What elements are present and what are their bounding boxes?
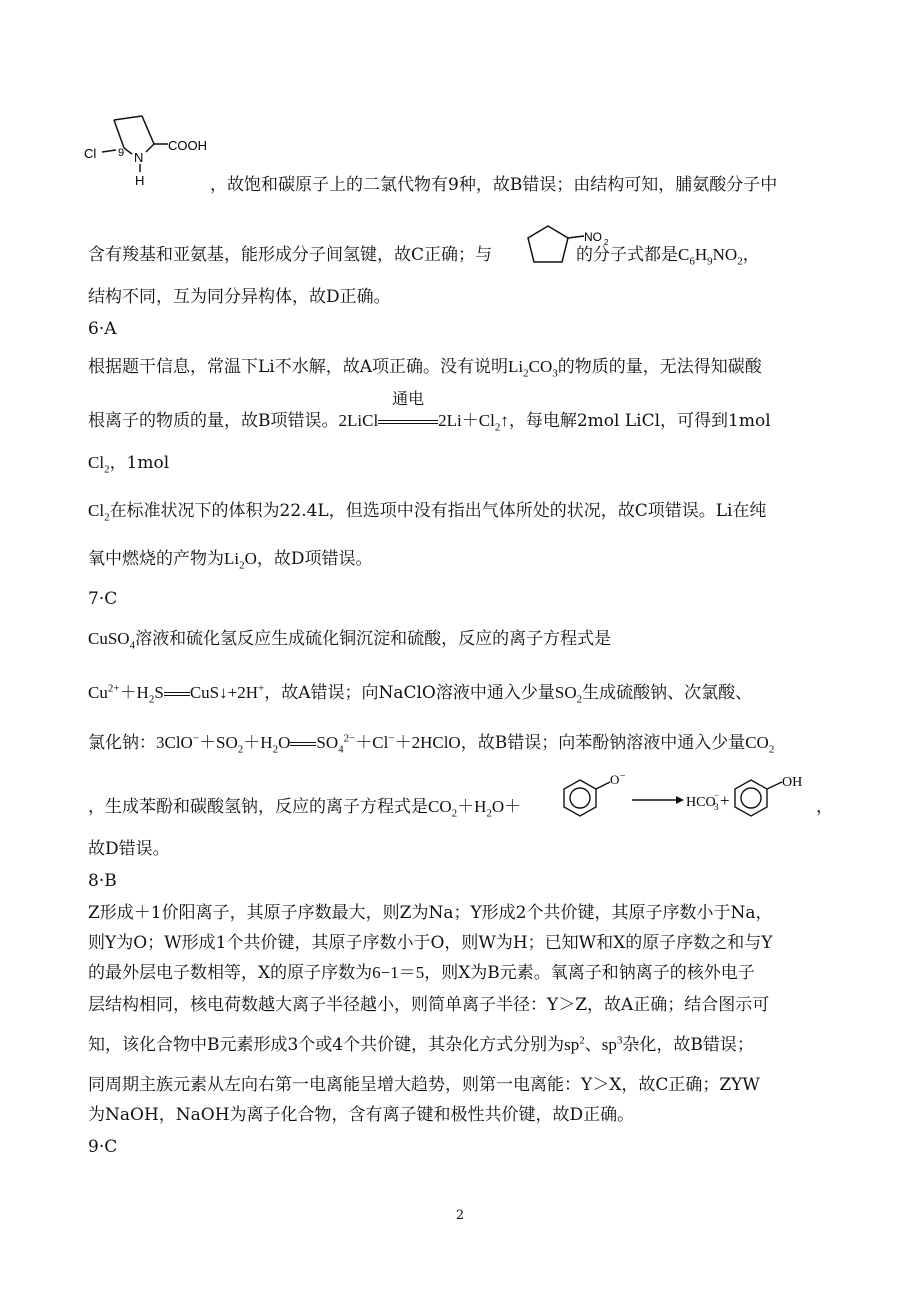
svg-text:COOH: COOH bbox=[168, 138, 207, 153]
formula: CuSO$_4$ bbox=[88, 629, 136, 652]
svg-text:OH: OH bbox=[782, 775, 803, 790]
svg-text:Cl: Cl bbox=[84, 146, 97, 161]
text-segment: 的最外层电子数相等，X的原子序数为 bbox=[88, 963, 373, 983]
text-segment: 氯化钠： bbox=[88, 733, 156, 753]
text-line bbox=[88, 628, 611, 650]
svg-text:O: O bbox=[610, 772, 620, 787]
formula: $Cl_2$ bbox=[88, 453, 110, 476]
formula: $3ClO^-+SO_2+H_2O$ $SO_4^{2-}+Cl^-+2HClO$ bbox=[156, 732, 461, 756]
formula: $CO_2$ bbox=[745, 733, 775, 756]
formula: 2LiCl bbox=[338, 411, 379, 430]
text-line: ， bbox=[816, 797, 833, 817]
formula: $CO_2+H_2O+$ bbox=[428, 797, 522, 820]
question-number: 6·A bbox=[88, 319, 117, 339]
text-line bbox=[88, 548, 373, 570]
text-segment: 根离子的物质的量，故B项错误。 bbox=[88, 411, 339, 431]
text-line bbox=[88, 500, 766, 522]
nitrocyclopentane-structure bbox=[524, 222, 614, 268]
text-line bbox=[88, 452, 169, 474]
formula: $sp^2$ bbox=[564, 1034, 585, 1054]
formula: $Li_2O$ bbox=[224, 549, 257, 572]
text-line: 结构不同，互为同分异构体，故D正确。 bbox=[88, 287, 391, 307]
text-segment: ，故A错误；向NaClO溶液中通入少量 bbox=[264, 683, 555, 703]
formula: 6−1＝5 bbox=[372, 963, 425, 982]
formula: $Li_2CO_3$ bbox=[508, 357, 558, 380]
text-line: 为NaOH，NaOH为离子化合物，含有离子键和极性共价键，故D正确。 bbox=[88, 1105, 635, 1125]
text-line bbox=[88, 389, 771, 434]
text-segment: ，1mol bbox=[109, 453, 170, 473]
formula: $Cu^{2+}+H_2S$ CuS↓+2H+ bbox=[88, 682, 265, 706]
text-line bbox=[88, 356, 762, 378]
electrolysis-arrow: 通电 bbox=[378, 410, 438, 432]
text-segment: 的分子式都是 bbox=[576, 245, 679, 265]
question-number: 7·C bbox=[88, 589, 118, 609]
text-line bbox=[88, 682, 752, 704]
text-line: Z形成＋1价阳离子，其原子序数最大，则Z为Na；Y形成2个共价键，其原子序数小于Na， bbox=[88, 903, 773, 923]
text-line: 同周期主族元素从左向右第一电离能呈增大趋势，则第一电离能：Y＞X，故C正确；ZYW bbox=[88, 1075, 760, 1095]
text-line: 则Y为O；W形成1个共价键，其原子序数小于O，则W为H；已知W和X的原子序数之和与Y bbox=[88, 933, 773, 953]
svg-text:3: 3 bbox=[714, 802, 719, 812]
text-segment: ，故D项错误。 bbox=[256, 549, 373, 569]
svg-text:NO: NO bbox=[584, 230, 602, 244]
text-segment: 溶液和硫化氢反应生成硫化铜沉淀和硫酸，反应的离子方程式是 bbox=[135, 629, 612, 649]
text-segment: 根据题干信息，常温下Li不水解，故A项正确。没有说明 bbox=[88, 357, 509, 377]
text-line bbox=[88, 244, 760, 266]
svg-text:+: + bbox=[720, 791, 730, 810]
text-segment: ， bbox=[742, 245, 760, 265]
svg-text:−: − bbox=[620, 771, 626, 782]
question-number: 9·C bbox=[88, 1137, 118, 1157]
text-segment: 、 bbox=[584, 1035, 602, 1055]
text-segment: 生成硫酸钠、次氯酸、 bbox=[582, 683, 753, 703]
text-segment: 在标准状况下的体积为22.4L，但选项中没有指出气体所处的状况，故C项错误。Li在纯 bbox=[109, 501, 767, 521]
text-line: ，故饱和碳原子上的二氯代物有9种，故B错误；由结构可知，脯氨酸分子中 bbox=[210, 175, 778, 195]
text-line: 故D错误。 bbox=[88, 839, 170, 859]
text-segment: ，则X为B元素。氧离子和钠离子的核外电子 bbox=[424, 963, 755, 983]
formula: $sp^3$ bbox=[601, 1034, 623, 1054]
text-segment: 杂化，故B错误； bbox=[622, 1035, 754, 1055]
formula: $2Li+Cl_2↑$ bbox=[438, 411, 509, 434]
text-line bbox=[88, 1034, 754, 1056]
text-line bbox=[88, 962, 755, 984]
text-segment: 的物质的量，无法得知碳酸 bbox=[557, 357, 762, 377]
svg-text:2: 2 bbox=[604, 238, 609, 247]
text-line bbox=[88, 796, 521, 818]
formula: $Cl_2$ bbox=[88, 501, 110, 524]
text-segment: 知，该化合物中B元素形成3个或4个共价键，其杂化方式分别为 bbox=[88, 1035, 565, 1055]
formula: $SO_2$ bbox=[554, 683, 583, 706]
text-segment: ，每电解2mol LiCl，可得到1mol bbox=[508, 411, 771, 431]
svg-text:HCO: HCO bbox=[686, 795, 716, 810]
text-line: 层结构相同，核电荷数越大离子半径越小，则简单离子半径：Y＞Z，故A正确；结合图示可 bbox=[88, 995, 770, 1015]
phenoxide-reaction-structure bbox=[558, 768, 818, 824]
chloroproline-structure bbox=[84, 108, 214, 192]
page-number: 2 bbox=[455, 1208, 465, 1223]
formula: $C_6H_9NO_2$ bbox=[678, 245, 743, 268]
text-segment: 含有羧基和亚氨基，能形成分子间氢键，故C正确；与 bbox=[88, 245, 493, 265]
text-segment: 氧中燃烧的产物为 bbox=[88, 549, 224, 569]
text-line bbox=[88, 732, 774, 754]
text-segment: ，故B错误；向苯酚钠溶液中通入少量 bbox=[460, 733, 746, 753]
svg-text:9: 9 bbox=[118, 147, 125, 159]
svg-text:−: − bbox=[714, 790, 720, 800]
svg-text:H: H bbox=[135, 173, 145, 188]
text-segment: ，生成苯酚和碳酸氢钠，反应的离子方程式是 bbox=[88, 797, 428, 817]
svg-text:N: N bbox=[134, 150, 144, 165]
question-number: 8·B bbox=[88, 871, 117, 891]
